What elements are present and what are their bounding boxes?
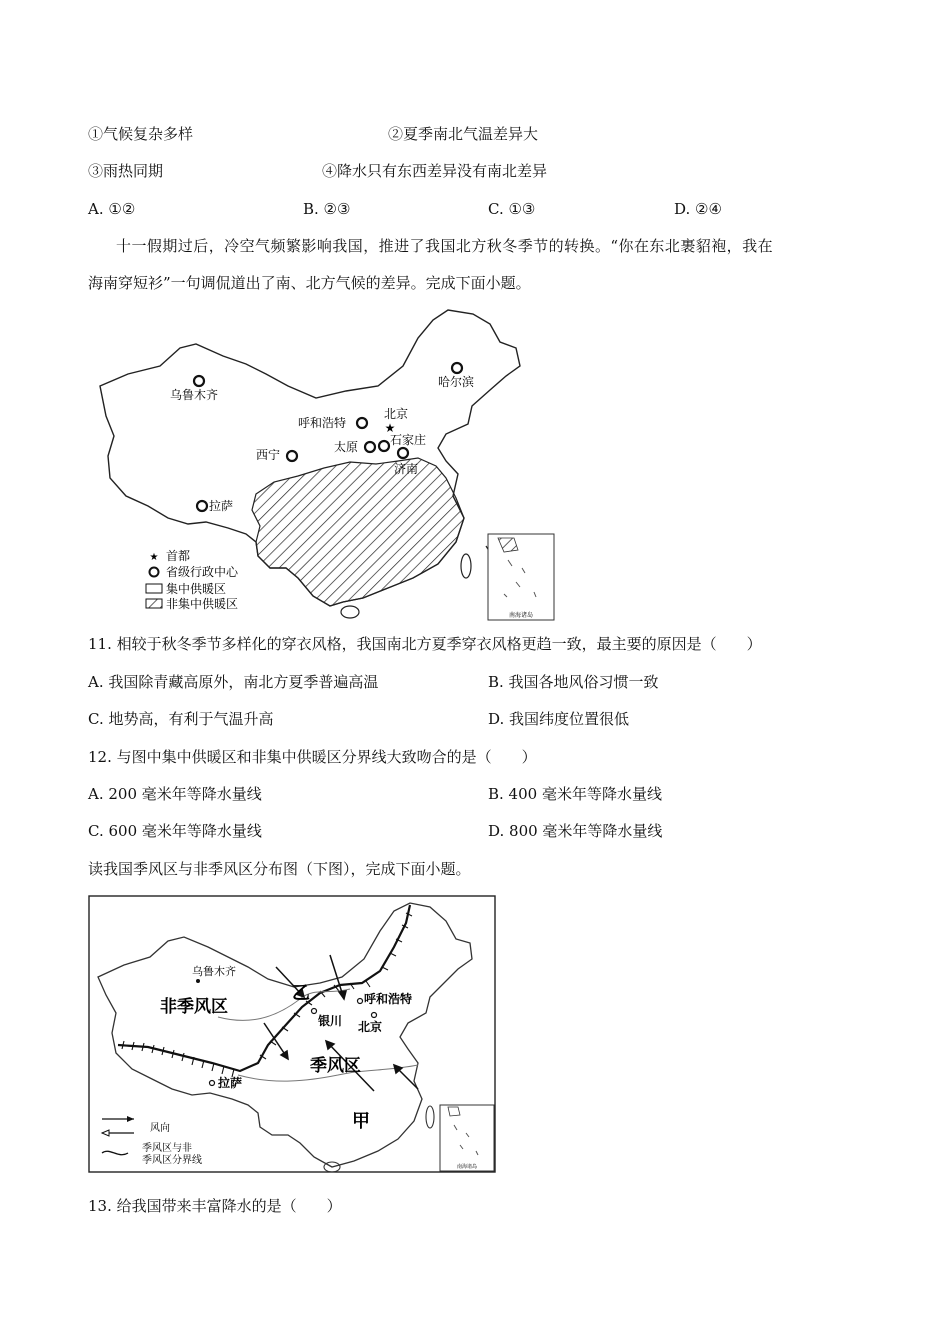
label-marker-yi: 乙 — [292, 983, 310, 1004]
q10-statement-3: ③雨热同期 — [88, 162, 164, 180]
label-beijing-2: 北京 — [358, 1020, 383, 1034]
q12-option-a: A. 200 毫米年等降水量线 — [88, 785, 262, 803]
q11-option-b: B. 我国各地风俗习惯一致 — [488, 673, 659, 691]
label-beijing: 北京 — [384, 407, 409, 421]
city-marker-hohhot — [357, 418, 367, 428]
label-yinchuan-2: 银川 — [318, 1014, 343, 1028]
label-hohhot: 呼和浩特 — [298, 416, 347, 430]
q10-option-a: A. ①② — [88, 200, 136, 218]
q11-option-d: D. 我国纬度位置很低 — [488, 710, 630, 728]
label-urumqi-2: 乌鲁木齐 — [192, 965, 236, 978]
label-lhasa: 拉萨 — [209, 499, 234, 513]
legend-non-central-heating: 非集中供暖区 — [166, 597, 239, 611]
non-central-heating-region — [252, 458, 464, 606]
legend-central-heating: 集中供暖区 — [166, 582, 227, 596]
label-shijiazhuang: 石家庄 — [390, 433, 427, 447]
city-marker-lhasa — [197, 501, 207, 511]
q13-stem: 13. 给我国带来丰富降水的是（ ） — [88, 1197, 342, 1215]
q12-stem: 12. 与图中集中供暖区和非集中供暖区分界线大致吻合的是（ ） — [88, 748, 537, 766]
svg-text:★: ★ — [149, 552, 159, 563]
passage-2: 读我国季风区与非季风区分布图（下图），完成下面小题。 — [88, 860, 471, 878]
q12-option-d: D. 800 毫米年等降水量线 — [488, 822, 663, 840]
label-urumqi: 乌鲁木齐 — [170, 388, 219, 402]
heating-zone-map — [88, 306, 568, 624]
passage-1-line-2: 海南穿短衫”一句调侃道出了南、北方气候的差异。完成下面小题。 — [88, 274, 531, 292]
city-marker-urumqi-2 — [196, 979, 200, 983]
label-marker-jia: 甲 — [352, 1111, 370, 1132]
label-hohhot-2: 呼和浩特 — [364, 992, 413, 1006]
legend-wind: 风向 — [150, 1123, 170, 1134]
q12-option-b: B. 400 毫米年等降水量线 — [488, 785, 662, 803]
q10-statement-2: ②夏季南北气温差异大 — [388, 125, 539, 143]
q11-stem: 11. 相较于秋冬季节多样化的穿衣风格，我国南北方夏季穿衣风格更趋一致，最主要的原因是（ ） — [88, 635, 762, 653]
q10-statement-1: ①气候复杂多样 — [88, 125, 194, 143]
monsoon-region-map — [88, 895, 498, 1175]
map2-inset — [440, 1105, 494, 1171]
map1-legend — [146, 548, 239, 611]
label-xining: 西宁 — [256, 448, 281, 462]
passage-1-line-1: 十一假期过后，冷空气频繁影响我国，推进了我国北方秋冬季节的转换。“你在东北裹貂袍，我在 — [116, 237, 774, 255]
q11-option-c: C. 地势高，有利于气温升高 — [88, 710, 274, 728]
city-marker-jinan — [398, 448, 408, 458]
legend-provincial: 省级行政中心 — [166, 565, 239, 579]
map1-inset — [488, 534, 554, 620]
hainan-island — [341, 606, 359, 618]
label-non-monsoon-region: 非季风区 — [160, 997, 228, 1017]
city-marker-xining — [287, 451, 297, 461]
city-marker-shijiazhuang — [379, 441, 389, 451]
city-marker-taiyuan — [365, 442, 375, 452]
q10-option-d: D. ②④ — [674, 200, 722, 218]
label-taiyuan: 太原 — [334, 440, 359, 454]
taiwan-island — [461, 554, 471, 578]
legend-capital: 首都 — [166, 549, 191, 563]
city-marker-harbin — [452, 363, 462, 373]
capital-star-beijing: ★ — [384, 421, 396, 435]
label-jinan: 济南 — [394, 462, 419, 476]
q10-option-b: B. ②③ — [303, 200, 351, 218]
legend-boundary-l2: 季风区分界线 — [142, 1155, 202, 1166]
q12-option-c: C. 600 毫米年等降水量线 — [88, 822, 262, 840]
q10-statement-4: ④降水只有东西差异没有南北差异 — [322, 162, 548, 180]
city-marker-urumqi — [194, 376, 204, 386]
label-monsoon-region: 季风区 — [310, 1056, 361, 1076]
label-lhasa-2: 拉萨 — [218, 1076, 243, 1090]
inset-label-1: 南海诸岛 — [508, 612, 534, 619]
q10-option-c: C. ①③ — [488, 200, 536, 218]
legend-boundary-l1: 季风区与非 — [142, 1143, 192, 1154]
label-harbin: 哈尔滨 — [438, 375, 475, 389]
q11-option-a: A. 我国除青藏高原外，南北方夏季普遍高温 — [88, 673, 379, 691]
inset-label-2: 南海诸岛 — [456, 1164, 478, 1170]
